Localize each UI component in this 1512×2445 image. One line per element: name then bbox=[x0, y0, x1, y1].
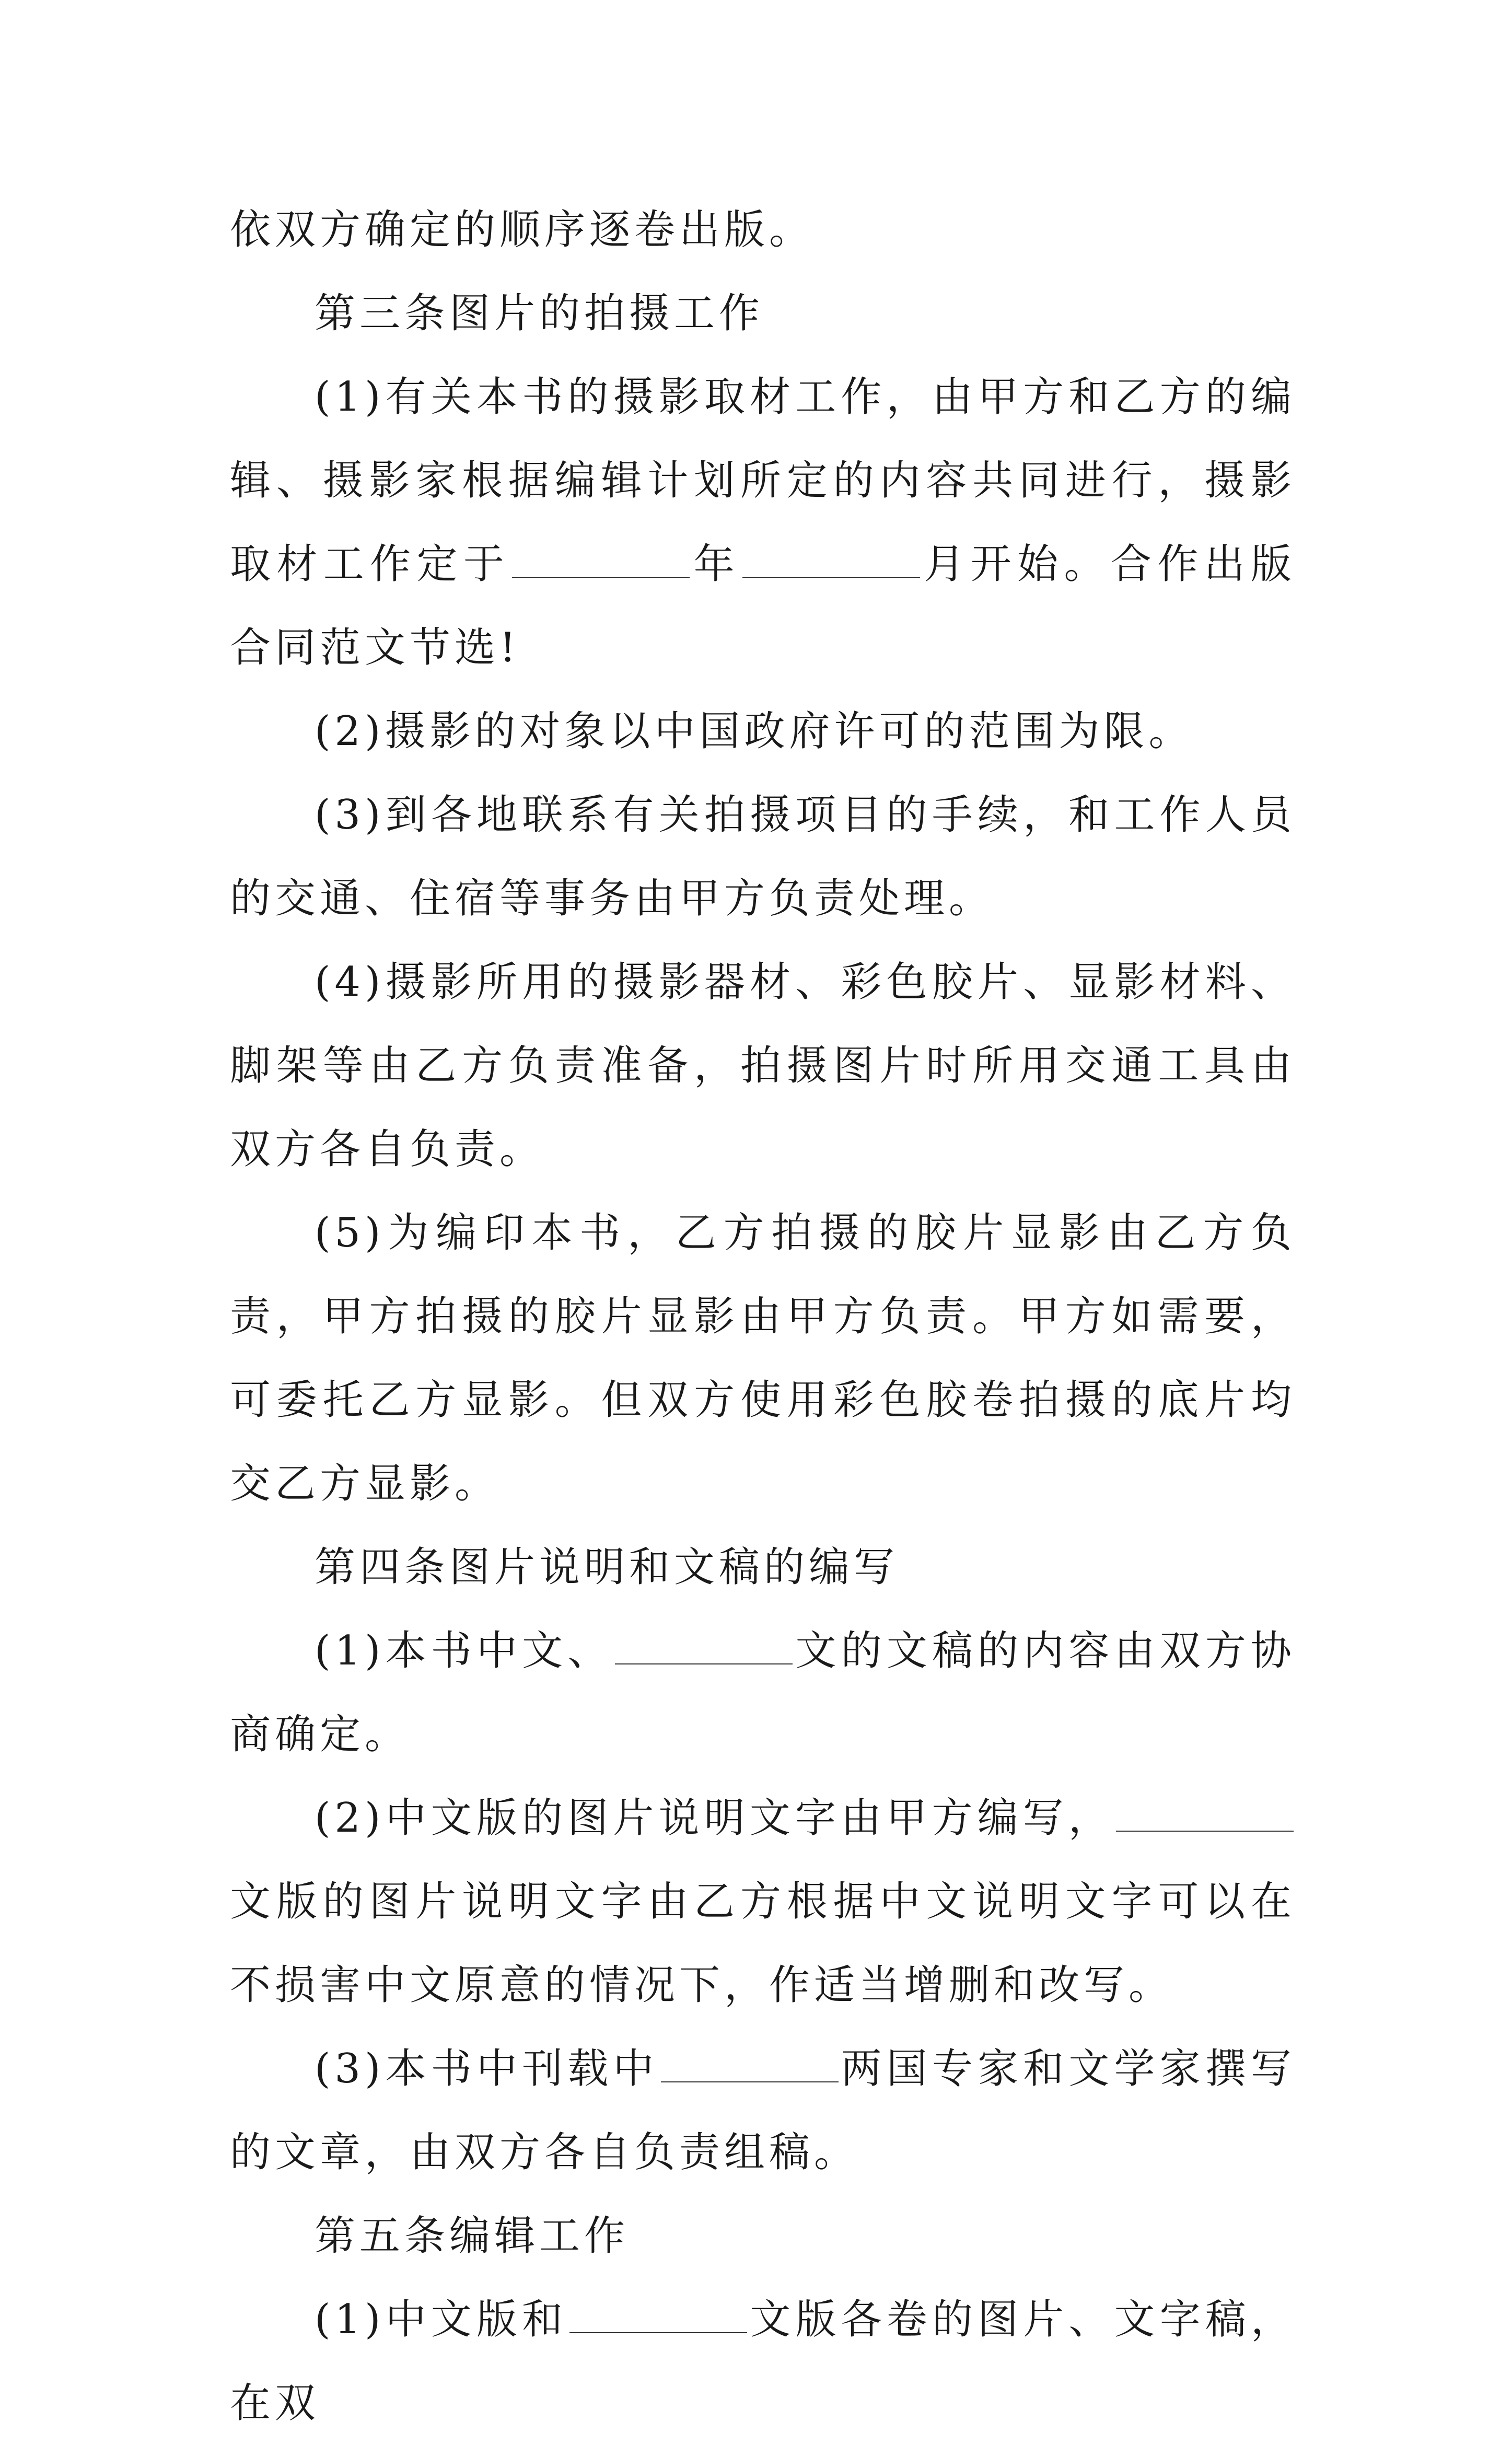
text-segment: 两国专家和文学家撰写的文章，由双方各自负责组稿。 bbox=[230, 2045, 1296, 2176]
blank-fill-line bbox=[1116, 1830, 1294, 1832]
blank-fill-line bbox=[661, 2081, 839, 2082]
paragraph-4-1 bbox=[230, 1609, 1296, 1776]
paragraph-3-1 bbox=[230, 355, 1296, 690]
text-segment: (1)本书中文、 bbox=[315, 1627, 613, 1674]
text-segment: 依双方确定的顺序逐卷出版。 bbox=[230, 206, 815, 253]
heading-article-4 bbox=[230, 1526, 1296, 1609]
text-segment: 文的文稿的内容由双方协商确定。 bbox=[230, 1627, 1296, 1758]
contract-text-body bbox=[230, 188, 1296, 2445]
text-segment: (4)摄影所用的摄影器材、彩色胶片、显影材料、脚架等由乙方负责准备，拍摄图片时所用交通工具由双方各自负责。 bbox=[230, 959, 1296, 1173]
blank-fill-line bbox=[615, 1663, 793, 1664]
paragraph-publishing-order bbox=[230, 188, 1296, 272]
paragraph-5-1 bbox=[230, 2278, 1296, 2445]
text-segment: (1)有关本书的摄影取材工作，由甲方和乙方的编辑、摄影家根据编辑计划所定的内容共同进行，摄影取材工作定于 bbox=[230, 374, 1296, 588]
text-segment: (1)中文版和 bbox=[315, 2296, 568, 2343]
text-segment: 月开始。合作出版合同范文节选! bbox=[230, 541, 1296, 671]
paragraph-4-3 bbox=[230, 2027, 1296, 2194]
text-segment: (2)摄影的对象以中国政府许可的范围为限。 bbox=[315, 708, 1194, 755]
text-segment: 年 bbox=[692, 541, 740, 588]
text-segment: 第三条图片的拍摄工作 bbox=[315, 290, 764, 337]
blank-fill-line bbox=[512, 576, 690, 578]
paragraph-3-5 bbox=[230, 1191, 1296, 1526]
text-segment: (3)到各地联系有关拍摄项目的手续，和工作人员的交通、住宿等事务由甲方负责处理。 bbox=[230, 791, 1296, 922]
text-segment: 第四条图片说明和文稿的编写 bbox=[315, 1544, 899, 1591]
blank-fill-line bbox=[569, 2332, 747, 2333]
text-segment: 文版的图片说明文字由乙方根据中文说明文字可以在不损害中文原意的情况下，作适当增删和改写。 bbox=[230, 1878, 1296, 2009]
text-segment: (3)本书中刊载中 bbox=[315, 2045, 659, 2092]
text-segment: 第五条编辑工作 bbox=[315, 2213, 630, 2260]
text-segment: (5)为编印本书，乙方拍摄的胶片显影由乙方负责，甲方拍摄的胶片显影由甲方负责。甲方如需要，可委托乙方显影。但双方使用彩色胶卷拍摄的底片均交乙方显影。 bbox=[230, 1209, 1296, 1507]
text-segment: 文版各卷的图片、文字稿，在双 bbox=[230, 2296, 1296, 2427]
paragraph-3-3 bbox=[230, 773, 1296, 940]
heading-article-3 bbox=[230, 272, 1296, 355]
paragraph-3-2 bbox=[230, 690, 1296, 773]
paragraph-3-4 bbox=[230, 940, 1296, 1191]
heading-article-5 bbox=[230, 2194, 1296, 2278]
paragraph-4-2 bbox=[230, 1776, 1296, 2027]
text-segment: (2)中文版的图片说明文字由甲方编写， bbox=[315, 1795, 1114, 1842]
blank-fill-line bbox=[742, 576, 920, 578]
